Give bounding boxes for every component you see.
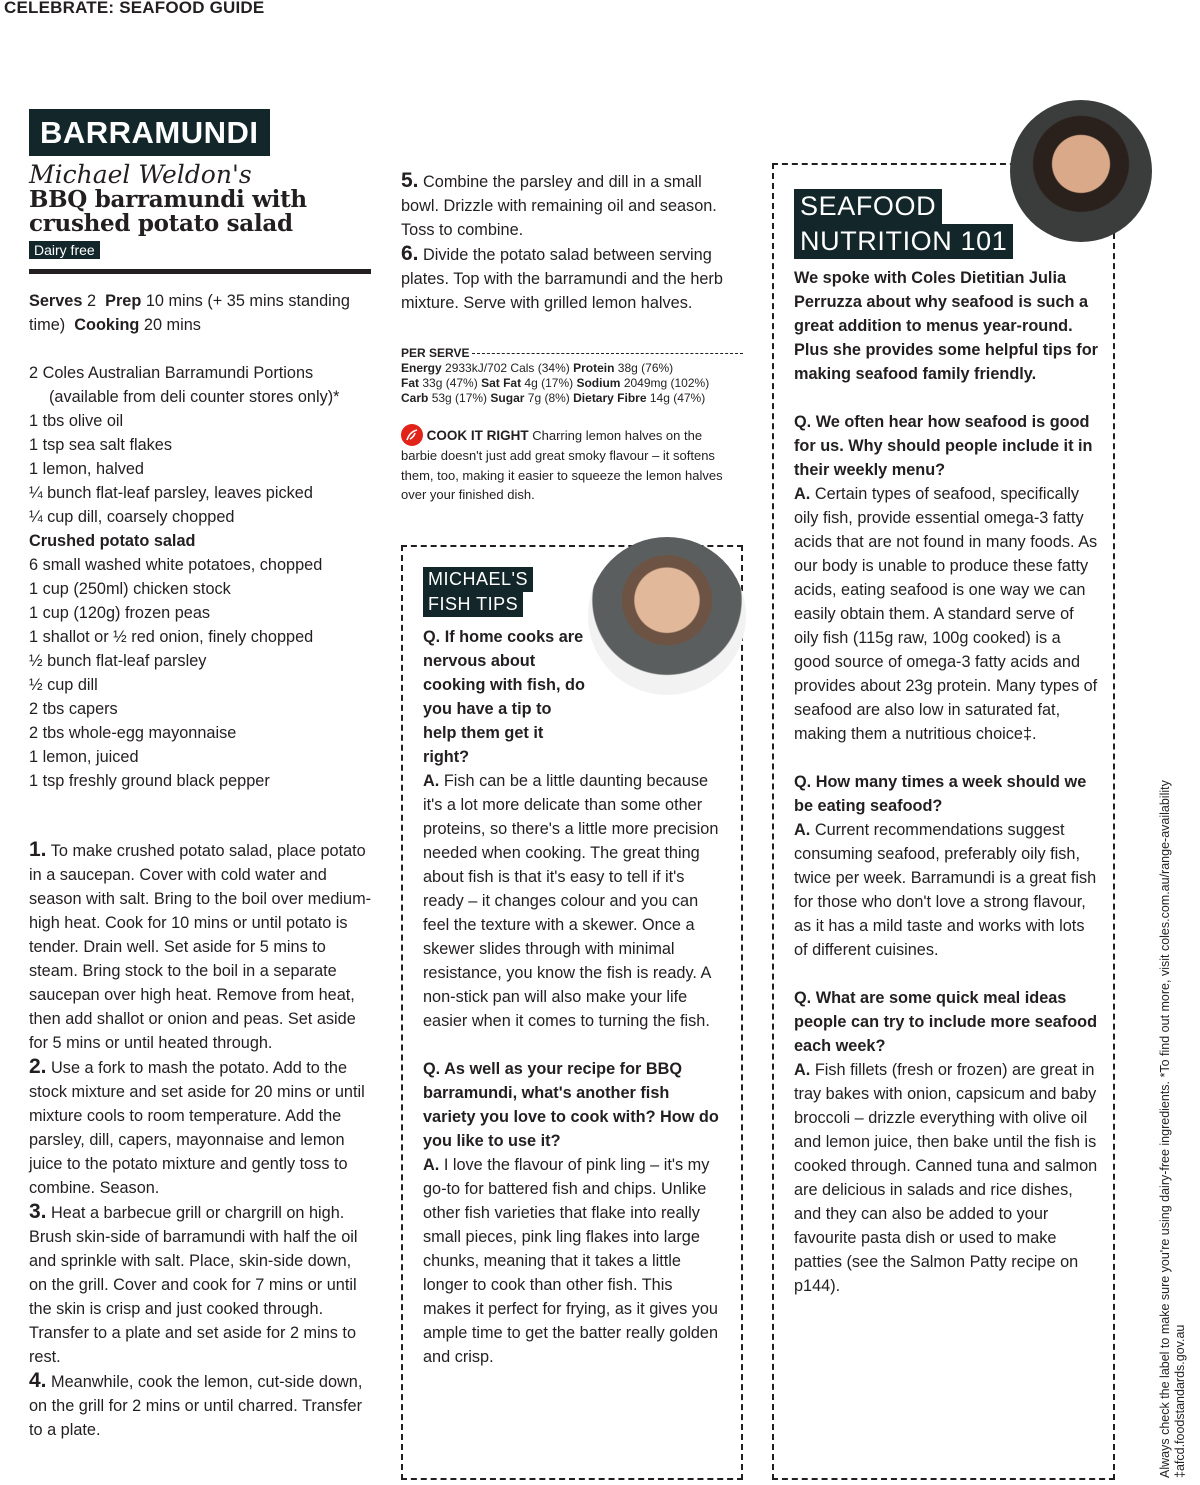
ingredient: ½ bunch flat-leaf parsley: [29, 652, 207, 670]
recipe-header: [29, 109, 371, 274]
ingredient: 2 tbs capers: [29, 700, 118, 718]
ingredients-list: [29, 361, 374, 793]
answer: A. Certain types of seafood, specifically oily fish, provide essential omega-3 fatty acids that are not found in many foods. As our body is unable to produce these fatty acids, eating seafood is one way we can easily obtain them. A standard serve of oily fish (115g raw, 100g cooked) is a good source of omega-3 fatty acids and provides about 23g protein. Many types of seafood are also low in saturated fat, making them a nutritious choice‡.: [794, 485, 1098, 743]
recipe-meta: [29, 289, 371, 337]
section-label: CELEBRATE: SEAFOOD GUIDE: [4, 0, 265, 17]
step: 3. Heat a barbecue grill or chargrill on high. Brush skin-side of barramundi with half the oil and sprinkle with salt. Place, skin-side down, on the grill. Cover and cook for 7 mins or until the skin is crisp and just cooked through. Transfer to a plate and set aside for 2 mins to rest.: [29, 1200, 358, 1366]
answer: A. Fish fillets (fresh or frozen) are great in tray bakes with onion, capsicum and baby broccoli – drizzle everything with olive oil and lemon juice, then bake until the fish is cooked through. Canned tuna and salmon are delicious in salads and rice dishes, and they can also be added to your favourite pasta dish or used to make patties (see the Salmon Patty recipe on p144).: [794, 1061, 1098, 1295]
question: Q. As well as your recipe for BBQ barramundi, what's another fish variety you love to cook with? How do you like to use it?: [423, 1060, 719, 1150]
question: Q. We often hear how seafood is good for us. Why should people include it in their weekly menu?: [794, 413, 1093, 479]
question: Q. What are some quick meal ideas people can try to include more seafood each week?: [794, 989, 1098, 1055]
cook-it-right-label: COOK IT RIGHT: [426, 428, 529, 443]
method-steps-1: [29, 838, 373, 1442]
ingredient: 2 Coles Australian Barramundi Portions (available from deli counter stores only)*: [29, 364, 340, 406]
cooking-label: Cooking: [74, 316, 140, 334]
question: Q. How many times a week should we be eating seafood?: [794, 773, 1087, 815]
question: Q. If home cooks are nervous about cooking with fish, do you have a tip to help them get it right?: [423, 628, 585, 766]
nutrition-101-box: [772, 163, 1115, 1480]
ingredient: 1 lemon, juiced: [29, 748, 139, 766]
method-steps-2: [401, 169, 744, 315]
ingredient: 1 cup (250ml) chicken stock: [29, 580, 231, 598]
ingredient: 1 cup (120g) frozen peas: [29, 604, 211, 622]
ingredient: 1 tsp sea salt flakes: [29, 436, 172, 454]
nutrition-panel: [401, 346, 743, 406]
footnotes: [1158, 780, 1188, 1478]
michael-weldon-photo: [588, 537, 746, 695]
nutrition-101-title-2: NUTRITION 101: [794, 224, 1013, 259]
fish-tips-title-1: MICHAEL'S: [423, 567, 533, 592]
ingredient: ¼ bunch flat-leaf parsley, leaves picked: [29, 484, 313, 502]
ingredient: ¼ cup dill, coarsely chopped: [29, 508, 235, 526]
recipe-title-2: crushed potato salad: [29, 210, 293, 237]
prep-value: 10 mins (+ 35 mins standing time): [29, 292, 350, 334]
nutrition-heading: PER SERVE: [401, 346, 470, 360]
answer: A. Current recommendations suggest consuming seafood, preferably oily fish, twice per week. Barramundi is a great fish for those who don't love a strong flavour, as it has a mild taste and works with lots of different cuisines.: [794, 821, 1097, 959]
nutrition-row: Fat 33g (47%) Sat Fat 4g (17%) Sodium 2049mg (102%): [401, 376, 710, 390]
nutrition-intro: We spoke with Coles Dietitian Julia Perruzza about why seafood is such a great addition to menus year-round. Plus she provides some helpful tips for making seafood family friendly.: [794, 269, 1098, 383]
recipe-title-1: BBQ barramundi with: [29, 186, 307, 213]
footnote-1: Always check the label to make sure you're using dairy-free ingredients. *To find out more, visit coles.com.au/range-availability: [1158, 780, 1172, 1478]
cooking-value: 20 mins: [143, 316, 201, 334]
cook-it-right-icon: [401, 424, 423, 446]
ingredient: 2 tbs whole-egg mayonnaise: [29, 724, 237, 742]
ingredient: 6 small washed white potatoes, chopped: [29, 556, 323, 574]
footnote-2: ‡afcd.foodstandards.gov.au: [1173, 1324, 1187, 1478]
julia-perruzza-photo: [1010, 100, 1152, 242]
step: 5. Combine the parsley and dill in a small bowl. Drizzle with remaining oil and season. Toss to combine.: [401, 169, 717, 239]
step: 1. To make crushed potato salad, place potato in a saucepan. Cover with cold water and season with salt. Bring to the boil over medium-high heat. Cook for 10 mins or until potato is tender. Drain well. Set aside for 5 mins to steam. Bring stock to the boil in a separate saucepan over high heat. Remove from heat, then add shallot or onion and peas. Set aside for 5 mins or until heated through.: [29, 838, 372, 1052]
nutrition-101-title-1: SEAFOOD: [794, 189, 942, 224]
fish-tips-title-2: FISH TIPS: [423, 592, 523, 617]
ingredient: ½ cup dill: [29, 676, 98, 694]
ingredient: 1 tsp freshly ground black pepper: [29, 772, 270, 790]
dairy-free-badge: Dairy free: [29, 241, 100, 259]
category-tag: BARRAMUNDI: [29, 109, 270, 156]
cook-it-right-tip: [401, 424, 741, 505]
step: 6. Divide the potato salad between serving plates. Top with the barramundi and the herb mixture. Serve with grilled lemon halves.: [401, 242, 723, 312]
serves-label: Serves: [29, 292, 83, 310]
serves-value: 2: [86, 292, 97, 310]
ingredients-subheading: Crushed potato salad: [29, 532, 196, 550]
nutrition-row: Energy 2933kJ/702 Cals (34%) Protein 38g (76%): [401, 361, 674, 375]
answer: A. I love the flavour of pink ling – it's my go-to for battered fish and chips. Unlike other fish varieties that flake into really small pieces, pink ling flakes into large chunks, meaning that it takes a little longer to cook than other fish. This makes it perfect for frying, as it gives you ample time to get the batter really golden and crisp.: [423, 1156, 719, 1366]
step: 4. Meanwhile, cook the lemon, cut-side down, on the grill for 2 mins or until charred. Transfer to a plate.: [29, 1369, 363, 1439]
answer: A. Fish can be a little daunting because it's a lot more delicate than some other proteins, so there's a little more precision needed when cooking. The great thing about fish is that it's easy to tell if it's ready – it changes colour and you can feel the texture with a skewer. Once a skewer slides through with minimal resistance, you know the fish is ready. A non-stick pan will also make your life easier when it comes to turning the fish.: [423, 772, 719, 1030]
step: 2. Use a fork to mash the potato. Add to the stock mixture and set aside for 20 mins or until mixture cools to room temperature. Add the parsley, dill, capers, mayonnaise and lemon juice to the potato mixture and gently toss to combine. Season.: [29, 1055, 365, 1197]
prep-label: Prep: [105, 292, 142, 310]
divider: [29, 269, 371, 274]
ingredient: 1 lemon, halved: [29, 460, 144, 478]
cook-it-right-text: Charring lemon halves on the barbie doesn't just add great smoky flavour – it softens them, too, making it easier to squeeze the lemon halves over your finished dish.: [401, 428, 723, 502]
ingredient: 1 tbs olive oil: [29, 412, 124, 430]
ingredient: 1 shallot or ½ red onion, finely chopped: [29, 628, 314, 646]
chef-name: Michael Weldon's: [29, 160, 252, 189]
nutrition-row: Carb 53g (17%) Sugar 7g (8%) Dietary Fibre 14g (47%): [401, 391, 706, 405]
